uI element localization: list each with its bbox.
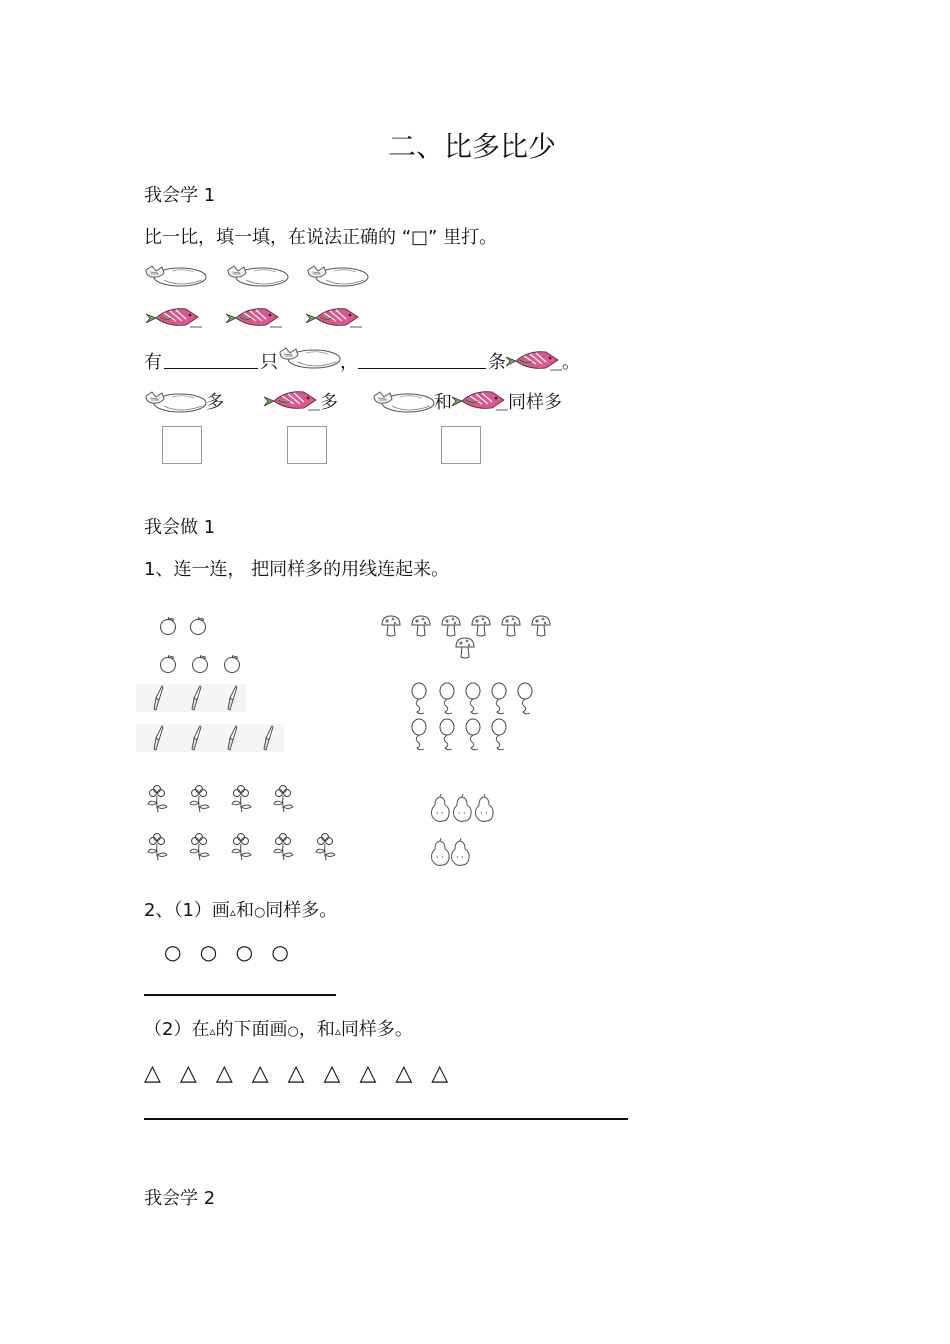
balloon-icon (488, 718, 510, 752)
apple-icon (188, 616, 208, 636)
question-2-part-2 (144, 1019, 413, 1043)
learn1-instruction: 比一比，填一填，在说法正确的 “□” 里打。 (144, 227, 498, 248)
knife-icon (152, 724, 166, 752)
triangle-row: △ △ △ △ △ △ △ △ △ (144, 1061, 455, 1086)
apple-icon (158, 654, 178, 674)
q2-part2-d: 同样多。 (340, 1019, 413, 1040)
pear-icon (448, 838, 472, 868)
q2-part1-mid: 和 (235, 900, 254, 921)
question-2-part-1 (144, 900, 337, 924)
fish-icon (146, 305, 204, 329)
question-1-text: 1、连一连， 把同样多的用线连起来。 (144, 559, 450, 580)
sleeping-cat-icon (304, 262, 370, 288)
flower-icon (144, 784, 170, 814)
fish-icon (506, 348, 564, 372)
fill-unit-cat: 只 (260, 352, 278, 373)
mushroom-icon (454, 636, 476, 660)
flower-group[interactable] (144, 784, 344, 868)
checkbox-fish-more[interactable] (287, 426, 327, 464)
blank-cat-count[interactable] (164, 354, 258, 369)
answer-line-1[interactable] (144, 994, 336, 996)
pear-icon (450, 794, 474, 824)
knife-icon (190, 724, 204, 752)
blank-fish-count[interactable] (358, 354, 486, 369)
knife-icon (262, 724, 276, 752)
page-title: 二、比多比少 (388, 130, 557, 163)
section-heading-learn1: 我会学 1 (144, 185, 216, 206)
knife-icon (226, 724, 240, 752)
knife-icon (152, 684, 166, 712)
sleeping-cat-icon (142, 262, 208, 288)
fish-row (146, 305, 376, 331)
balloon-icon (408, 718, 430, 752)
apple-icon (222, 654, 242, 674)
flower-icon (270, 832, 296, 862)
q2-part1-end: 同样多。 (265, 900, 338, 921)
apple-icon (190, 654, 210, 674)
cats-row (142, 262, 382, 290)
section-heading-do1: 我会做 1 (144, 517, 216, 538)
q2-part2-b: 的下面画 (215, 1019, 288, 1040)
answer-line-2[interactable] (144, 1118, 628, 1120)
flower-icon (270, 784, 296, 814)
flower-icon (228, 784, 254, 814)
pear-icon (428, 794, 452, 824)
choice-more-2: 多 (320, 392, 338, 413)
mushroom-icon (380, 614, 402, 638)
balloon-icon (408, 682, 430, 716)
balloon-icon (462, 682, 484, 716)
small-triangle-icon: ▵ (229, 905, 236, 919)
balloon-icon (514, 682, 536, 716)
small-circle-icon: ○ (287, 1024, 299, 1039)
sleeping-cat-icon (370, 388, 436, 414)
fill-comma: ， (340, 352, 358, 373)
fish-icon (452, 388, 510, 412)
mushroom-icon (470, 614, 492, 638)
section-heading-learn2: 我会学 2 (144, 1188, 216, 1209)
small-triangle-icon: ▵ (209, 1024, 216, 1038)
q2-part1-text: 2、（1）画 (144, 900, 230, 921)
choice-more-1: 多 (206, 392, 224, 413)
flower-icon (228, 832, 254, 862)
choice-same: 同样多 (508, 392, 562, 413)
sleeping-cat-icon (224, 262, 290, 288)
balloon-icon (436, 718, 458, 752)
balloon-icon (462, 718, 484, 752)
mushroom-icon (500, 614, 522, 638)
fill-end: 。 (562, 352, 580, 373)
mushroom-icon (530, 614, 552, 638)
flower-icon (312, 832, 338, 862)
fish-icon (264, 388, 322, 412)
small-circle-icon: ○ (253, 905, 266, 920)
apple-icon (158, 616, 178, 636)
fill-unit-fish: 条 (488, 352, 506, 373)
q2-part2-a: （2）在 (144, 1019, 210, 1040)
flower-icon (186, 784, 212, 814)
checkbox-cat-more[interactable] (162, 426, 202, 464)
choice-and: 和 (434, 392, 452, 413)
checkbox-same[interactable] (441, 426, 481, 464)
flower-icon (186, 832, 212, 862)
knife-icon (226, 684, 240, 712)
mushroom-icon (410, 614, 432, 638)
knife-icon (190, 684, 204, 712)
mushroom-icon (440, 614, 462, 638)
balloon-group[interactable] (408, 682, 548, 754)
pear-group[interactable] (428, 794, 508, 874)
knife-group[interactable] (136, 684, 286, 754)
sleeping-cat-icon (276, 344, 342, 370)
fill-prefix: 有 (144, 352, 162, 373)
small-triangle-icon: ▵ (334, 1024, 341, 1038)
sleeping-cat-icon (142, 388, 208, 414)
fish-icon (226, 305, 284, 329)
pear-icon (472, 794, 496, 824)
q2-part2-c: ，和 (298, 1019, 335, 1040)
balloon-icon (436, 682, 458, 716)
fish-icon (306, 305, 364, 329)
apple-group[interactable] (156, 614, 256, 678)
balloon-icon (488, 682, 510, 716)
mushroom-group[interactable] (380, 612, 560, 662)
flower-icon (144, 832, 170, 862)
circle-row: ○ ○ ○ ○ (164, 940, 295, 964)
